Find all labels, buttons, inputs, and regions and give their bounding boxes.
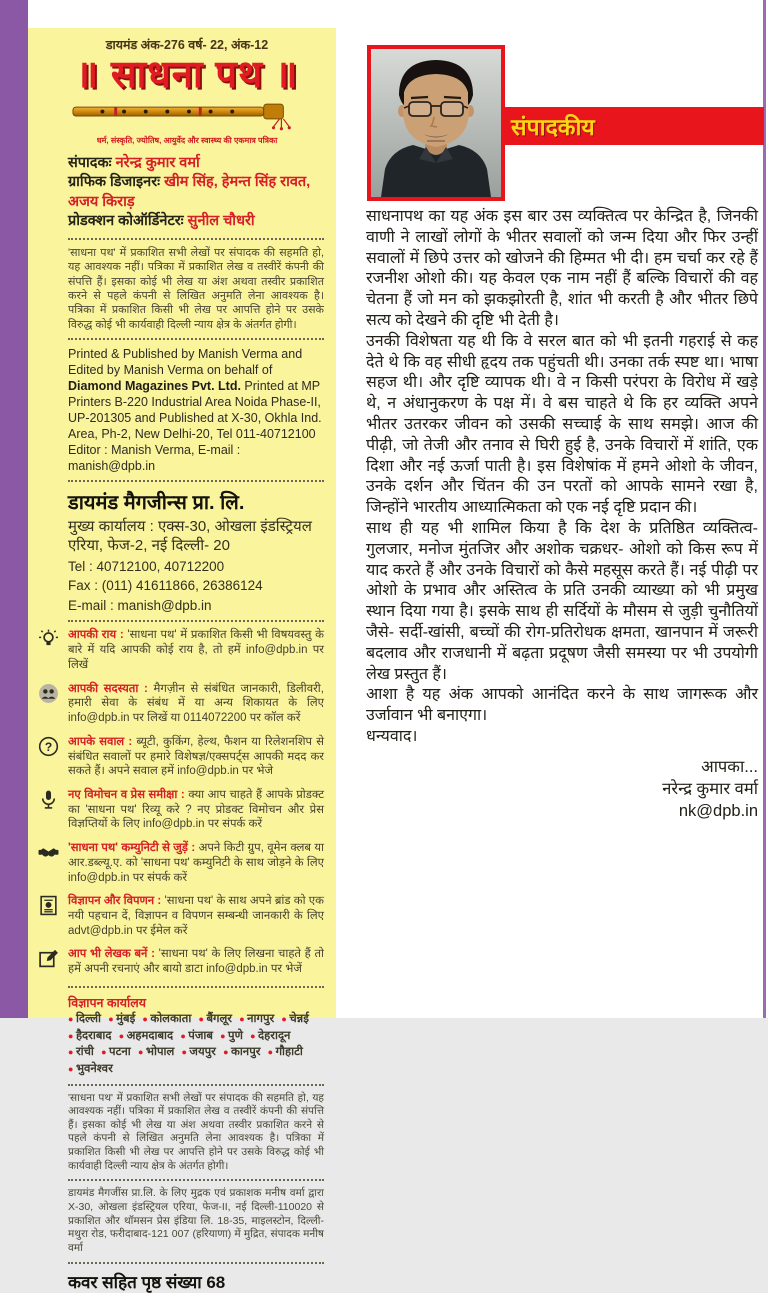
service-text: मैगज़ीन से संबंधित जानकारी, डिलीवरी, हमारी सेवा के संबंध में या अन्य शिकायत के लिए info@dpb.in पर लिखें या 0114072200 पर कॉल करें [68, 682, 324, 725]
service-label: नए विमोचन व प्रेस समीक्षा : [68, 788, 189, 801]
question-icon [38, 736, 59, 757]
editorial-paragraph: साधनापथ का यह अंक इस बार उस व्यक्तित्व पर केन्द्रित है, जिनकी वाणी ने लाखों लोगों के भीतर सवालों को जन्म दिया और फिर उन्हीं सवालों में छिपे उत्तर को खोजने की हिम्मत भी दी। हम चर्चा कर रहे हैं रजनीश ओशो की। यह केवल एक नाम नहीं हैं बल्कि विचारों की वह चेतना हैं जो मन को झकझोरती है, शांत भी करती है और भीतर छिपे सत्य को देखने की दृष्टि भी देती है। [366, 208, 758, 329]
staff-line [68, 173, 324, 212]
dotted-divider [68, 338, 324, 340]
service-label: आपकी राय : [68, 629, 128, 642]
staff-names: खीम सिंह, हेमन्त सिंह रावत, अजय किराड़ [68, 174, 311, 210]
office-city: ● दिल्ली [68, 1013, 101, 1025]
signoff-salutation: आपका... [701, 757, 758, 776]
staff-line [68, 212, 324, 232]
legal-disclaimer-repeat: 'साधना पथ' में प्रकाशित सभी लेखों पर संपादक की सहमति हो, यह आवश्यक नहीं। पत्रिका में प्रकाशित लेख व तस्वीरें कंपनी की संपत्ति हैं। इसका कोई भी लेख या अंश अथवा तस्वीर प्रकाशित करने से पहले कंपनी से लिखित अनुमति लेना आवश्यक है। पत्रिका में प्रकाशित किसी भी लेख पर आपत्ति होने पर उसके विरुद्ध कोई भी कार्यवाही दिल्ली न्याय क्षेत्र के अंतर्गत होगी। [68, 1091, 324, 1172]
handshake-icon [38, 842, 59, 863]
service-item-feedback [68, 628, 324, 672]
service-text: अपने किटी ग्रुप, वूमेन क्लब या आर.डब्ल्यू.ए. को 'साधना पथ' कम्युनिटी के साथ जोड़ने के लिए info@dpb.in पर संपर्क करें [68, 842, 325, 884]
office-city: ● भुवनेश्वर [68, 1063, 113, 1075]
staff-role: संपादकः [68, 154, 116, 171]
editorial-paragraph: उनकी विशेषता यह थी कि वे सरल बात को भी इतनी गहराई से कह देते थे कि वह सीधी हृदय तक पहुंचती थी। उनका तर्क स्पष्ट था। भाषा सहज थी। और दृष्टि व्यापक थी। वे न किसी परंपरा के विरोध में खड़े थे, न अंधानुकरण के पक्ष में। वे बस चाहते थे कि हर व्यक्ति अपने भीतर उतरकर जीवन को उसकी सच्चाई के साथ समझे। आज की पीढ़ी, जो तेजी और तनाव से घिरी हुई है, उनके विचारों में शांति, एक दिशा और नई ऊर्जा पाती है। इस विशेषांक में हमने ओशो के जीवन, उनके दर्शन और चिंतन की उन परतों को आपके सामने रखा है, जिन्होंने भारतीय आध्यात्मिकता को एक नई दृष्टि प्रदान की। [366, 332, 758, 517]
signoff-email[interactable]: nk@dpb.in [678, 802, 758, 821]
masthead-sidebar [28, 28, 336, 1292]
dotted-divider [68, 480, 324, 482]
dotted-divider [68, 1262, 324, 1264]
service-text: क्या आप चाहते हैं आपके प्रोडक्ट का 'साधना पथ' रिव्यू करे ? नए प्रोडक्ट विमोचन और प्रेस विज्ञप्तियों के लिए info@dpb.in पर संपर्क करें [68, 788, 324, 831]
service-label: आप भी लेखक बनें : [68, 948, 159, 961]
svg-text:?: ? [44, 739, 53, 754]
service-item-advertising [68, 894, 324, 938]
membership-icon [38, 683, 59, 704]
office-city: ● रांची [68, 1046, 94, 1058]
publisher-text: Printed & Published by Manish Verma and Edited by Manish Verma on behalf of [68, 346, 303, 377]
page-count: कवर सहित पृष्ठ संख्या 68 [68, 1272, 226, 1292]
dotted-divider [68, 620, 324, 622]
ad-offices-title: विज्ञापन कार्यालय [68, 995, 146, 1010]
office-city: ● देहरादून [250, 1030, 290, 1042]
issue-line: डायमंड अंक-276 वर्ष- 22, अंक-12 [105, 38, 269, 52]
left-purple-strip [0, 0, 28, 1018]
service-text: 'साधना पथ' के लिए लिखना चाहते हैं तो हमें अपनी रचनाएं और बायो डाटा info@dpb.in पर भेजें [68, 948, 325, 976]
service-item-membership [68, 682, 324, 726]
service-item-questions [44, 735, 324, 779]
service-item-become-writer [68, 947, 324, 976]
service-item-community [68, 841, 324, 885]
service-text: 'साधना पथ' के साथ अपने ब्रांड को एक नयी पहचान दें, विज्ञापन व विपणन सम्बन्धी जानकारी के लिए advt@dpb.in पर ईमेल करें [68, 895, 324, 937]
editorial-paragraph: धन्यवाद। [366, 727, 418, 745]
magazine-tagline: धर्म, संस्कृति, ज्योतिष, आयुर्वेद और स्वास्थ्य की एकमात्र पत्रिका [96, 135, 278, 145]
service-text: 'साधना पथ' में प्रकाशित किसी भी विषयवस्तु के बारे में यदि आपकी कोई राय है, तो हमें info@dpb.in पर लिखें [68, 629, 324, 671]
office-city: ● नागपुर [239, 1013, 274, 1025]
service-label: 'साधना पथ' कम्युनिटी से जुड़ें : [68, 842, 199, 855]
office-city: ● अहमदाबाद [119, 1030, 173, 1042]
service-label: आपकी सदस्यता : [68, 682, 154, 695]
editorial-signoff [366, 756, 758, 823]
publisher-info-en [68, 346, 324, 474]
editorial-banner-title: संपादकीय [511, 114, 595, 140]
staff-role: प्रोडक्शन कोऑर्डिनेटरः [68, 213, 188, 230]
office-city: ● पंजाब [180, 1030, 213, 1042]
company-name: डायमंड मैगजीन्स प्रा. लि. [68, 491, 245, 514]
publisher-company-bold: Diamond Magazines Pvt. Ltd. [68, 378, 241, 393]
legal-disclaimer: 'साधना पथ' में प्रकाशित सभी लेखों पर संपादक की सहमति हो, यह आवश्यक नहीं। पत्रिका में प्रकाशित लेख व तस्वीरें कंपनी की संपत्ति हैं। इसका कोई भी लेख या अंश अथवा तस्वीर प्रकाशित करने से पहले कंपनी से लिखित अनुमति लेना आवश्यक है। पत्रिका में प्रकाशित किसी भी लेख पर आपत्ति होने पर उसके विरुद्ध कोई भी कार्यवाही दिल्ली न्याय क्षेत्र के अंतर्गत होगी। [68, 247, 324, 331]
office-city: ● कोलकाता [142, 1013, 191, 1025]
service-label: विज्ञापन और विपणन : [68, 895, 165, 908]
company-block [68, 488, 324, 615]
service-item-press-review [68, 788, 324, 832]
printer-note: डायमंड मैगजींस प्रा.लि. के लिए मुद्रक एवं प्रकाशक मनीष वर्मा द्वारा X-30, ओखला इंडस्ट्रियल एरिया, फेज-II, नई दिल्ली-110020 से प्रकाशित और थॉमसन प्रेस इंडिया लि. 18-35, माइलस्टोन, दिल्ली-मथुरा रोड, फरीदाबाद-121 007 (हरियाणा) में मुद्रित, संपादक मनीष वर्मा [68, 1187, 324, 1254]
dotted-divider [68, 1084, 324, 1086]
pen-icon [38, 948, 59, 969]
office-city: ● गौहाटी [268, 1046, 303, 1058]
office-city: ● पुणे [220, 1030, 243, 1042]
right-purple-hairline [763, 0, 766, 1018]
ad-offices-list [68, 1011, 324, 1078]
editor-photo [367, 45, 505, 201]
office-city: ● हैदराबाद [68, 1030, 111, 1042]
service-label: आपके सवाल : [68, 735, 137, 748]
dotted-divider [68, 986, 324, 988]
company-fax: Fax : (011) 41611866, 26386124 [68, 578, 263, 594]
editorial-body [366, 207, 758, 823]
office-city: ● भोपाल [138, 1046, 174, 1058]
editorial-paragraph: आशा है यह अंक आपको आनंदित करने के साथ जागरूक और उर्जावान भी बनाएगा। [366, 686, 758, 725]
company-address: मुख्य कार्यालय : एक्स-30, ओखला इंडस्ट्रियल एरिया, फेज-2, नई दिल्ली- 20 [68, 517, 312, 555]
staff-role: ग्राफिक डिजाइनरः [68, 174, 165, 191]
masthead [50, 55, 324, 146]
certificate-icon [38, 895, 59, 916]
staff-names: नरेन्द्र कुमार वर्मा [115, 154, 200, 171]
staff-names: सुनील चौधरी [187, 213, 255, 230]
editorial-banner [501, 107, 764, 145]
signoff-name: नरेन्द्र कुमार वर्मा [662, 779, 758, 798]
office-city: ● जयपुर [181, 1046, 215, 1058]
microphone-icon [38, 789, 59, 810]
magazine-title: ॥ साधना पथ ॥ [75, 54, 299, 96]
dotted-divider [68, 238, 324, 240]
service-text: ब्यूटी, कुकिंग, हेल्थ, फैशन या रिलेशनशिप से संबंधित सवालों पर हमारे विशेषज्ञ/एक्सपर्ट्स आपकी मदद कर सकते हैं। अपने सवाल हमें info@dpb.in पर भेजे [68, 735, 324, 778]
editorial-paragraph: साथ ही यह भी शामिल किया है कि देश के प्रतिष्ठित व्यक्तित्व- गुलजार, मनोज मुंतजिर और अशोक चक्रधर- ओशो को किस रूप में याद करते हैं और उनके विचारों को कैसे महसूस करते हैं। नई पीढ़ी पर ओशो के प्रभाव और अस्तित्व के प्रति उनकी व्याख्या को भी प्रमुख स्थान दिया गया है। इसके साथ ही सर्दियों के मौसम से जुड़ी चुनौतियों जैसे- सर्दी-खांसी, बच्चों की रोग-प्रतिरोधक क्षमता, खानपान में जरूरी बदलाव और राजधानी में बढ़ता प्रदूषण जैसी समस्या पर भी उपयोगी लेख प्रस्तुत हैं। [366, 519, 758, 683]
staff-credits [68, 154, 324, 232]
company-email[interactable]: E-mail : manish@dpb.in [68, 597, 212, 613]
office-city: ● पटना [101, 1046, 131, 1058]
staff-line [68, 154, 324, 174]
company-phone: Tel : 40712100, 40712200 [68, 558, 225, 574]
office-city: ● कानपुर [223, 1046, 260, 1058]
office-city: ● चेन्नई [281, 1013, 308, 1025]
flute-icon [50, 99, 324, 134]
dotted-divider [68, 1179, 324, 1181]
publisher-text: Printed at MP Printers B-220 Industrial Area Noida Phase-II, UP-201305 and Published at X-30, Okhla Ind. Area, Ph-2, New Delhi-20, Tel 011-40712100 Editor : Manish Verma, E-mail : manish@dpb.in [68, 378, 322, 473]
office-city: ● मुंबई [108, 1013, 135, 1025]
bulb-icon [38, 629, 59, 650]
office-city: ● बैंगलूर [199, 1013, 232, 1025]
